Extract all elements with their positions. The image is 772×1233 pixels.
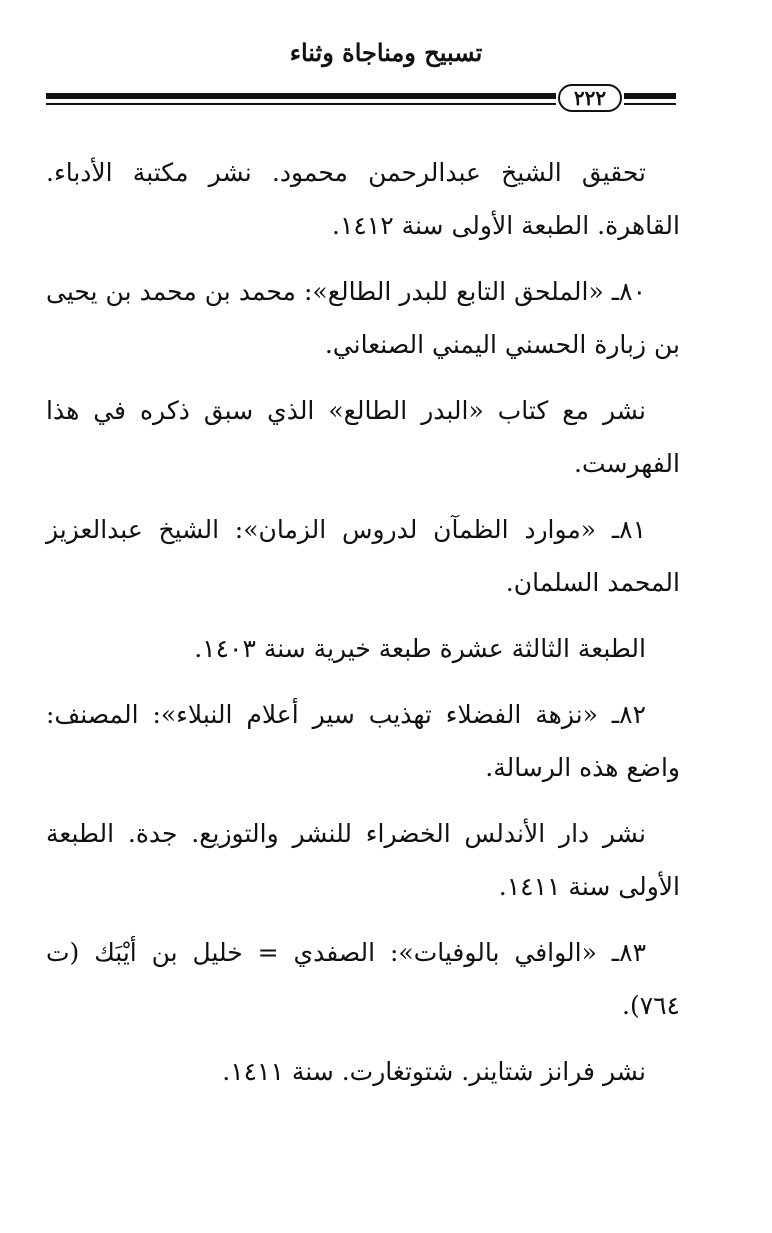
paragraph-7: نشر دار الأندلس الخضراء للنشر والتوزيع. جدة. الطبعة الأولى سنة ١٤١١. [46, 819, 680, 901]
entry-82: ٨٢ـ «نزهة الفضلاء تهذيب سير أعلام النبلاء»: المصنف: واضع هذه الرسالة. [46, 700, 680, 782]
page-number: ٢٢٢ [558, 84, 622, 112]
header-rule-right [624, 93, 676, 105]
running-title: تسبيح ومناجاة وثناء [289, 38, 483, 67]
header-rule [46, 84, 676, 114]
page-body [46, 146, 680, 1111]
paragraph-5: الطبعة الثالثة عشرة طبعة خيرية سنة ١٤٠٣. [194, 634, 646, 663]
entry-81: ٨١ـ «موارد الظمآن لدروس الزمان»: الشيخ عبدالعزيز المحمد السلمان. [46, 515, 680, 597]
entry-83: ٨٣ـ «الوافي بالوفيات»: الصفدي = خليل بن أيْبَك (ت ٧٦٤). [46, 938, 680, 1020]
entry-80: ٨٠ـ «الملحق التابع للبدر الطالع»: محمد بن محمد بن يحيى بن زبارة الحسني اليمني الصنعاني. [46, 277, 680, 359]
paragraph-9: نشر فرانز شتاينر. شتوتغارت. سنة ١٤١١. [222, 1057, 646, 1086]
paragraph-3: نشر مع كتاب «البدر الطالع» الذي سبق ذكره في هذا الفهرست. [46, 396, 680, 478]
paragraph-1: تحقيق الشيخ عبدالرحمن محمود. نشر مكتبة الأدباء. القاهرة. الطبعة الأولى سنة ١٤١٢. [46, 158, 680, 240]
header-rule-left [46, 93, 556, 105]
